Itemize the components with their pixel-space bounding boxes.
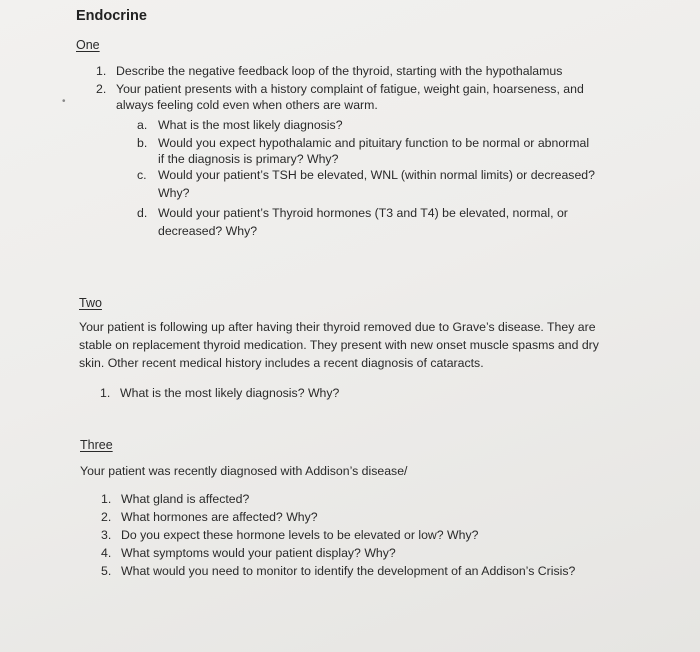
- section-three-question-4-text: What symptoms would your patient display? Why?: [121, 546, 396, 560]
- section-three-label: Three: [80, 438, 113, 452]
- section-one-label: One: [76, 38, 100, 52]
- section-three-question-2-text: What hormones are affected? Why?: [121, 510, 318, 524]
- sub-question-d-letter: d.: [137, 206, 148, 220]
- section-one-item-1-text: Describe the negative feedback loop of the thyroid, starting with the hypothalamus: [116, 64, 563, 78]
- sub-question-b-letter: b.: [137, 136, 148, 150]
- section-one-item-2-line-1: Your patient presents with a history complaint of fatigue, weight gain, hoarseness, and: [116, 82, 584, 96]
- section-two-question-1-number: 1.: [100, 386, 111, 400]
- section-three-question-1-number: 1.: [101, 492, 112, 506]
- section-two-label: Two: [79, 296, 102, 310]
- sub-question-c-line-1: Would your patient’s TSH be elevated, WNL (within normal limits) or decreased?: [158, 168, 595, 182]
- section-one-item-2-line-2: always feeling cold even when others are warm.: [116, 98, 378, 112]
- sub-question-c-line-2: Why?: [158, 186, 190, 200]
- section-three-question-5-text: What would you need to monitor to identify the development of an Addison’s Crisis?: [121, 564, 576, 578]
- sub-question-d-line-2: decreased? Why?: [158, 224, 258, 238]
- sub-question-b-line-1: Would you expect hypothalamic and pituitary function to be normal or abnormal: [158, 136, 590, 150]
- section-three-question-5-number: 5.: [101, 564, 112, 578]
- sub-question-d-line-1: Would your patient’s Thyroid hormones (T3 and T4) be elevated, normal, or: [158, 206, 568, 220]
- section-three-question-3-number: 3.: [101, 528, 112, 542]
- sub-question-b-line-2: if the diagnosis is primary? Why?: [158, 152, 339, 166]
- section-one-item-2-number: 2.: [96, 82, 107, 96]
- section-three-question-3-text: Do you expect these hormone levels to be elevated or low? Why?: [121, 528, 479, 542]
- sub-question-a-letter: a.: [137, 118, 148, 132]
- section-three-question-2-number: 2.: [101, 510, 112, 524]
- section-three-question-4-number: 4.: [101, 546, 112, 560]
- section-three-intro: Your patient was recently diagnosed with Addison’s disease/: [80, 464, 408, 478]
- sub-question-c-letter: c.: [137, 168, 147, 182]
- section-two-paragraph-line-1: Your patient is following up after having their thyroid removed due to Grave’s disease. They are: [79, 320, 596, 334]
- section-one-item-1-number: 1.: [96, 64, 107, 78]
- document-title: Endocrine: [76, 8, 147, 24]
- stray-mark: •: [62, 96, 66, 107]
- section-three-question-1-text: What gland is affected?: [121, 492, 250, 506]
- section-two-paragraph-line-2: stable on replacement thyroid medication. They present with new onset muscle spasms and dry: [79, 338, 599, 352]
- section-two-question-1-text: What is the most likely diagnosis? Why?: [120, 386, 340, 400]
- sub-question-a-text: What is the most likely diagnosis?: [158, 118, 343, 132]
- section-two-paragraph-line-3: skin. Other recent medical history includes a recent diagnosis of cataracts.: [79, 356, 484, 370]
